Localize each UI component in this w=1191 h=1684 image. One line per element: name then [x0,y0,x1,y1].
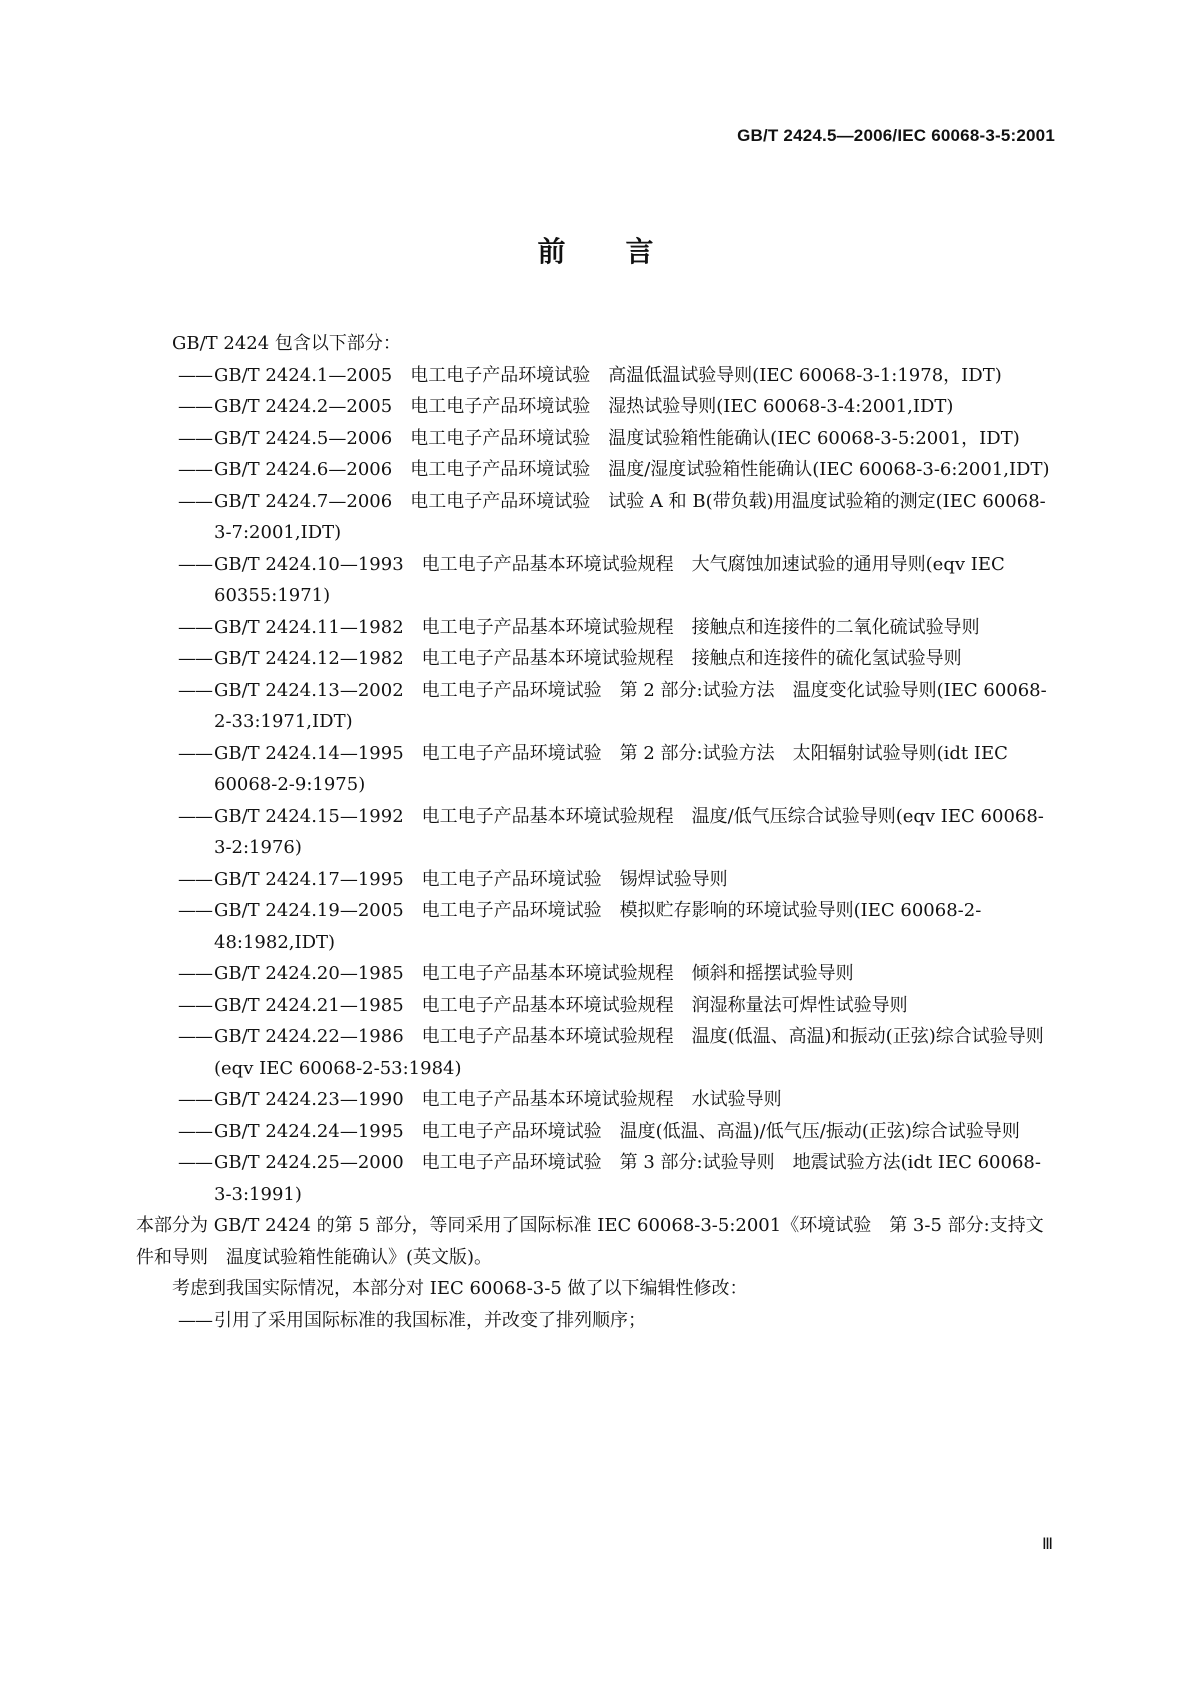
list-item [136,675,1051,738]
list-item [136,612,1051,644]
list-item [136,801,1051,864]
page-number: Ⅲ [1041,1536,1053,1553]
list-dash: —— [178,553,212,575]
list-item-text: GB/T 2424.22—1986 电工电子产品基本环境试验规程 温度(低温、高温)和振动(正弦)综合试验导则(eqv IEC 60068-2-53:1984) [214,1026,1044,1079]
list-item-text: GB/T 2424.2—2005 电工电子产品环境试验 湿热试验导则(IEC 60068-3-4:2001,IDT) [214,396,954,417]
list-item-text: GB/T 2424.24—1995 电工电子产品环境试验 温度(低温、高温)/低气压/振动(正弦)综合试验导则 [214,1120,1020,1142]
list-item [136,1021,1051,1084]
list-item-text: GB/T 2424.12—1982 电工电子产品基本环境试验规程 接触点和连接件的硫化氢试验导则 [214,648,962,669]
list-dash: —— [178,1026,212,1047]
list-dash: —— [178,742,212,764]
list-item [136,391,1051,423]
list-item [136,990,1051,1022]
list-dash: —— [178,805,212,827]
list-dash: —— [178,963,212,984]
changes-list [136,1305,1051,1337]
list-item [136,738,1051,801]
list-dash: —— [178,396,212,417]
list-item-text: GB/T 2424.5—2006 电工电子产品环境试验 温度试验箱性能确认(IEC 60068-3-5:2001，IDT) [214,427,1020,449]
list-item-text: GB/T 2424.17—1995 电工电子产品环境试验 锡焊试验导则 [214,868,728,890]
list-item-text: GB/T 2424.15—1992 电工电子产品基本环境试验规程 温度/低气压综合试验导则(eqv IEC 60068-3-2:1976) [214,805,1044,858]
intro-paragraph: GB/T 2424 包含以下部分： [172,333,401,354]
page-title: 前言 [537,235,714,268]
list-item [136,1084,1051,1116]
changes-paragraph: 考虑到我国实际情况，本部分对 IEC 60068-3-5 做了以下编辑性修改： [172,1278,748,1299]
list-dash: —— [178,490,212,512]
list-dash: —— [178,1089,212,1110]
list-dash: —— [178,364,212,386]
list-item [136,1305,1051,1337]
list-dash: —— [178,900,212,921]
list-item-text: GB/T 2424.21—1985 电工电子产品基本环境试验规程 润湿称量法可焊性试验导则 [214,994,908,1016]
header-standard-code: GB/T 2424.5—2006/IEC 60068-3-5:2001 [737,126,1055,145]
list-item [136,360,1051,392]
list-item [136,454,1051,486]
list-item [136,423,1051,455]
list-item-text: GB/T 2424.23—1990 电工电子产品基本环境试验规程 水试验导则 [214,1089,782,1110]
list-item [136,486,1051,549]
parts-list [136,360,1051,1211]
list-item [136,1147,1051,1210]
list-item [136,549,1051,612]
list-dash: —— [178,616,212,638]
list-item-text: GB/T 2424.10—1993 电工电子产品基本环境试验规程 大气腐蚀加速试验的通用导则(eqv IEC 60355:1971) [214,553,1005,606]
list-item-text: GB/T 2424.19—2005 电工电子产品环境试验 模拟贮存影响的环境试验导则(IEC 60068-2-48:1982,IDT) [214,900,982,953]
list-item [136,895,1051,958]
list-dash: —— [178,1152,212,1173]
list-dash: —— [178,1309,212,1331]
list-item-text: GB/T 2424.1—2005 电工电子产品环境试验 高温低温试验导则(IEC 60068-3-1:1978，IDT) [214,364,1002,386]
list-item-text: 引用了采用国际标准的我国标准，并改变了排列顺序； [214,1309,646,1331]
list-dash: —— [178,679,212,701]
list-item [136,1116,1051,1148]
list-item-text: GB/T 2424.6—2006 电工电子产品环境试验 温度/湿度试验箱性能确认(IEC 60068-3-6:2001,IDT) [214,459,1050,480]
list-dash: —— [178,868,212,890]
list-dash: —— [178,648,212,669]
list-item [136,643,1051,675]
list-item-text: GB/T 2424.14—1995 电工电子产品环境试验 第 2 部分:试验方法 太阳辐射试验导则(idt IEC 60068-2-9:1975) [214,742,1008,795]
list-item [136,864,1051,896]
list-dash: —— [178,994,212,1016]
list-item-text: GB/T 2424.20—1985 电工电子产品基本环境试验规程 倾斜和摇摆试验导则 [214,963,854,984]
list-item-text: GB/T 2424.25—2000 电工电子产品环境试验 第 3 部分:试验导则 地震试验方法(idt IEC 60068-3-3:1991) [214,1152,1041,1205]
list-dash: —— [178,427,212,449]
document-body [136,328,1051,1336]
list-item-text: GB/T 2424.11—1982 电工电子产品基本环境试验规程 接触点和连接件的二氧化硫试验导则 [214,616,980,638]
list-item-text: GB/T 2424.7—2006 电工电子产品环境试验 试验 A 和 B(带负载)用温度试验箱的测定(IEC 60068-3-7:2001,IDT) [214,490,1046,543]
list-dash: —— [178,1120,212,1142]
list-item [136,958,1051,990]
list-item-text: GB/T 2424.13—2002 电工电子产品环境试验 第 2 部分:试验方法 温度变化试验导则(IEC 60068-2-33:1971,IDT) [214,679,1047,732]
equivalence-paragraph: 本部分为 GB/T 2424 的第 5 部分，等同采用了国际标准 IEC 60068-3-5:2001《环境试验 第 3-5 部分:支持文件和导则 温度试验箱性能确认》(英文版)。 [136,1215,1044,1268]
list-dash: —— [178,459,212,480]
